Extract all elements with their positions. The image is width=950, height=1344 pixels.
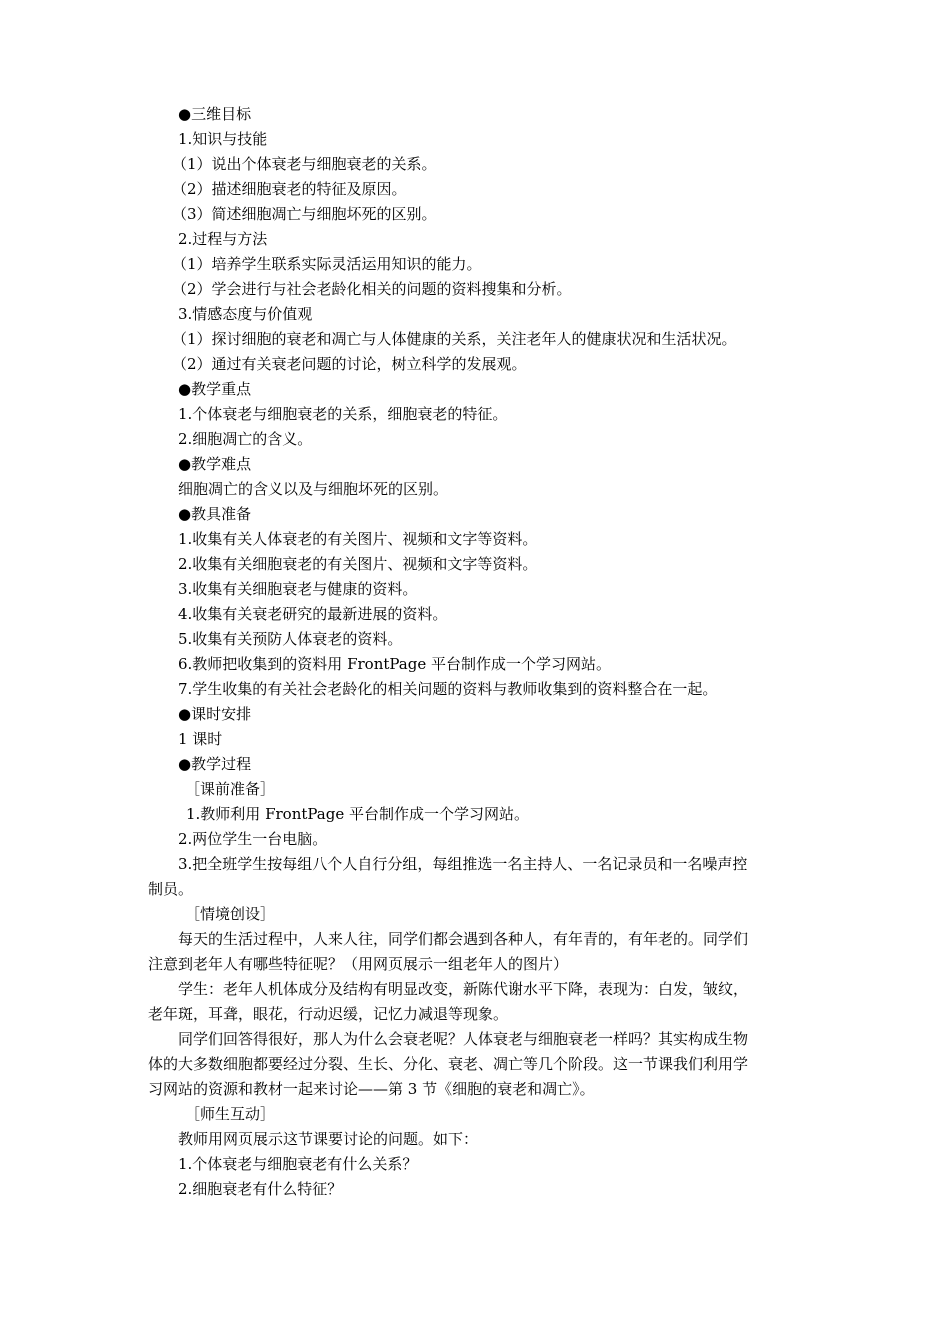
list-item: 1.个体衰老与细胞衰老的关系，细胞衰老的特征。 bbox=[178, 405, 508, 423]
list-item: （1）探讨细胞的衰老和凋亡与人体健康的关系，关注老年人的健康状况和生活状况。 bbox=[172, 330, 737, 348]
list-item: （1）说出个体衰老与细胞衰老的关系。 bbox=[172, 155, 437, 173]
list-item: （2）描述细胞衰老的特征及原因。 bbox=[172, 180, 407, 198]
scene-paragraph-2-line-2: 老年斑，耳聋，眼花，行动迟缓，记忆力减退等现象。 bbox=[148, 1005, 509, 1023]
scene-paragraph-1-line-1: 每天的生活过程中，人来人往，同学们都会遇到各种人，有年青的，有年老的。同学们 bbox=[178, 930, 749, 948]
schedule-text: 1 课时 bbox=[178, 730, 223, 748]
section-attitude-title: 3.情感态度与价值观 bbox=[178, 305, 313, 323]
list-item: 4.收集有关衰老研究的最新进展的资料。 bbox=[178, 605, 448, 623]
scene-paragraph-2-line-1: 学生：老年人机体成分及结构有明显改变，新陈代谢水平下降，表现为：白发，皱纹， bbox=[178, 980, 749, 998]
heading-goals: ●三维目标 bbox=[178, 105, 252, 123]
list-item: 1.收集有关人体衰老的有关图片、视频和文字等资料。 bbox=[178, 530, 538, 548]
interaction-intro: 教师用网页展示这节课要讨论的问题。如下： bbox=[178, 1130, 479, 1148]
scene-paragraph-3-line-2: 体的大多数细胞都要经过分裂、生长、分化、衰老、凋亡等几个阶段。这一节课我们利用学 bbox=[148, 1055, 749, 1073]
heading-tools: ●教具准备 bbox=[178, 505, 252, 523]
scene-paragraph-1-line-2: 注意到老年人有哪些特征呢？（用网页展示一组老年人的图片） bbox=[148, 955, 569, 973]
subsection-prep-title: ［课前准备］ bbox=[185, 780, 276, 798]
prep-step-3-line-2: 制员。 bbox=[148, 880, 194, 898]
list-item: （1）培养学生联系实际灵活运用知识的能力。 bbox=[172, 255, 482, 273]
list-item: 7.学生收集的有关社会老龄化的相关问题的资料与教师收集到的资料整合在一起。 bbox=[178, 680, 718, 698]
list-item: 2.细胞凋亡的含义。 bbox=[178, 430, 313, 448]
heading-schedule: ●课时安排 bbox=[178, 705, 252, 723]
list-item: 6.教师把收集到的资料用 FrontPage 平台制作成一个学习网站。 bbox=[178, 655, 611, 673]
document-body bbox=[148, 102, 820, 1202]
scene-paragraph-3-line-1: 同学们回答得很好，那人为什么会衰老呢？人体衰老与细胞衰老一样吗？其实构成生物 bbox=[178, 1030, 749, 1048]
list-item: （3）简述细胞凋亡与细胞坏死的区别。 bbox=[172, 205, 437, 223]
prep-step-3-line-1: 3.把全班学生按每组八个人自行分组，每组推选一名主持人、一名记录员和一名噪声控 bbox=[178, 855, 748, 873]
list-item: 2.收集有关细胞衰老的有关图片、视频和文字等资料。 bbox=[178, 555, 538, 573]
list-item: （2）通过有关衰老问题的讨论，树立科学的发展观。 bbox=[172, 355, 527, 373]
question-item: 1.个体衰老与细胞衰老有什么关系？ bbox=[178, 1155, 418, 1173]
list-item: 3.收集有关细胞衰老与健康的资料。 bbox=[178, 580, 418, 598]
section-knowledge-title: 1.知识与技能 bbox=[178, 130, 268, 148]
list-item: （2）学会进行与社会老龄化相关的问题的资料搜集和分析。 bbox=[172, 280, 572, 298]
prep-step-2: 2.两位学生一台电脑。 bbox=[178, 830, 328, 848]
difficulty-text: 细胞凋亡的含义以及与细胞坏死的区别。 bbox=[178, 480, 449, 498]
list-item: 5.收集有关预防人体衰老的资料。 bbox=[178, 630, 403, 648]
subsection-scene-title: ［情境创设］ bbox=[185, 905, 276, 923]
question-item: 2.细胞衰老有什么特征？ bbox=[178, 1180, 343, 1198]
heading-key-points: ●教学重点 bbox=[178, 380, 252, 398]
heading-difficulties: ●教学难点 bbox=[178, 455, 252, 473]
scene-paragraph-3-line-3: 习网站的资源和教材一起来讨论——第 3 节《细胞的衰老和凋亡》。 bbox=[148, 1080, 595, 1098]
section-process-title: 2.过程与方法 bbox=[178, 230, 268, 248]
heading-teaching-process: ●教学过程 bbox=[178, 755, 252, 773]
prep-step-1: 1.教师利用 FrontPage 平台制作成一个学习网站。 bbox=[186, 805, 529, 823]
subsection-interaction-title: ［师生互动］ bbox=[185, 1105, 276, 1123]
